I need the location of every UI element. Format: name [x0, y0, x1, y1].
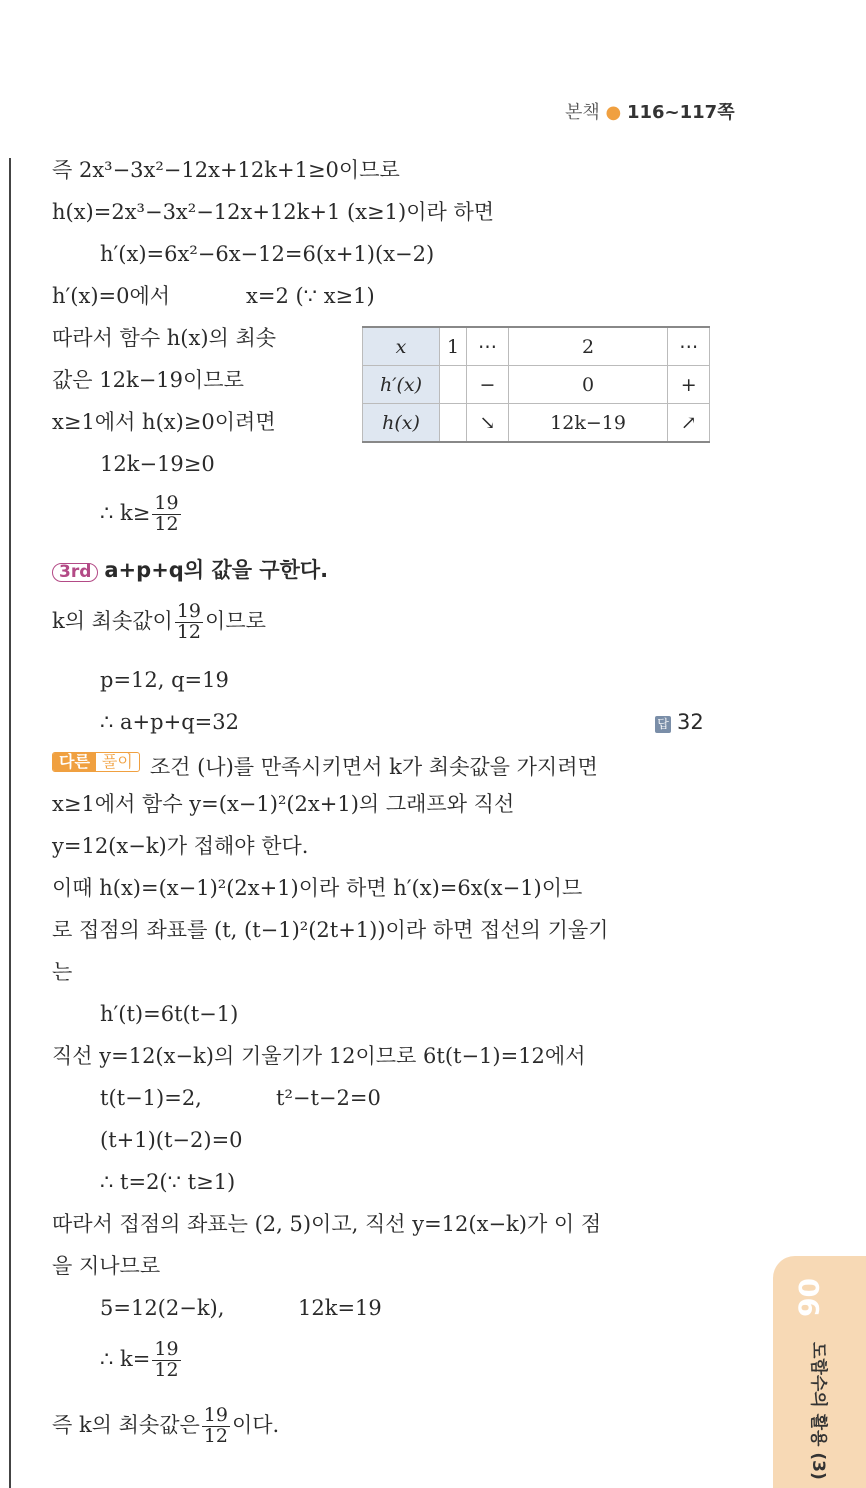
alt-solution-line-8: 직선 y=12(x−k)의 기울기가 12이므로 6t(t−1)=12에서 [52, 1044, 586, 1068]
margin-line [9, 158, 11, 1488]
solution-line-4a: h′(x)=0에서 [52, 284, 171, 308]
table-cell: 12k−19 [508, 404, 668, 443]
solution-line-6: 값은 12k−19이므로 [52, 368, 244, 392]
solution-line-12: ∴ a+p+q=32 [100, 710, 239, 734]
step-text: a+p+q의 값을 구한다. [104, 558, 329, 582]
solution-line-5: 따라서 함수 h(x)의 최솟 [52, 326, 277, 350]
variation-table [362, 326, 710, 443]
table-cell: 2 [508, 327, 668, 366]
alt-solution-line-7: h′(t)=6t(t−1) [100, 1002, 239, 1026]
step-badge: 3rd [52, 563, 98, 582]
alt-solution-line-3: y=12(x−k)가 접해야 한다. [52, 834, 309, 858]
alt-solution-badge [52, 752, 140, 772]
table-cell: ⋯ [668, 327, 710, 366]
table-cell [440, 404, 467, 443]
alt-solution-line-14a: 5=12(2−k), [100, 1296, 225, 1320]
numerator: 19 [203, 1404, 228, 1426]
chapter-tab[interactable] [773, 1256, 866, 1488]
alt-badge-b: 풀이 [101, 752, 133, 771]
table-cell: h′(x) [363, 366, 440, 404]
book-label: 본책 [565, 102, 600, 123]
denominator: 12 [154, 1358, 179, 1381]
text: k의 최솟값이 [52, 608, 173, 633]
answer-icon: 답 [655, 716, 671, 733]
solution-line-1: 즉 2x³−3x²−12x+12k+1≥0이므로 [52, 158, 400, 182]
solution-line-9 [100, 494, 183, 535]
table-cell: ↘ [467, 404, 509, 443]
solution-line-7: x≥1에서 h(x)≥0이려면 [52, 410, 276, 434]
alt-solution-line-16 [52, 1406, 279, 1447]
alt-solution-line-10: (t+1)(t−2)=0 [100, 1128, 243, 1152]
table-cell: ↗ [668, 404, 710, 443]
alt-solution-line-15 [100, 1340, 183, 1381]
table-cell [440, 366, 467, 404]
table-cell: 1 [440, 327, 467, 366]
bullet-dot-icon: ● [605, 102, 622, 123]
alt-solution-line-5: 로 접점의 좌표를 (t, (t−1)²(2t+1))이라 하면 접선의 기울기 [52, 918, 609, 942]
text: 이므로 [205, 608, 266, 633]
solution-line-10 [52, 602, 266, 643]
inequality-prefix: ∴ k≥ [100, 500, 151, 525]
fraction [202, 1406, 230, 1447]
numerator: 19 [176, 600, 202, 622]
alt-solution-line-13: 을 지나므로 [52, 1254, 161, 1278]
step-heading [52, 560, 328, 582]
chapter-title: 도함수의 활용 (3) [808, 1342, 828, 1480]
answer [655, 712, 704, 733]
alt-solution-line-6: 는 [52, 960, 73, 984]
fraction [175, 602, 203, 643]
table-row [363, 404, 710, 443]
solution-line-2: h(x)=2x³−3x²−12x+12k+1 (x≥1)이라 하면 [52, 200, 495, 224]
alt-solution-line-9a: t(t−1)=2, [100, 1086, 202, 1110]
table-cell: − [467, 366, 509, 404]
alt-solution-line-14b: 12k=19 [298, 1296, 382, 1320]
alt-solution-line-4: 이때 h(x)=(x−1)²(2x+1)이라 하면 h′(x)=6x(x−1)이므 [52, 876, 583, 900]
table-cell: x [363, 327, 440, 366]
answer-value: 32 [677, 710, 704, 734]
denominator: 12 [203, 1424, 228, 1447]
text: 즉 k의 최솟값은 [52, 1412, 200, 1437]
table-cell: 0 [508, 366, 668, 404]
solution-line-4b: x=2 (∵ x≥1) [246, 284, 375, 308]
table-cell: + [668, 366, 710, 404]
alt-solution-line-2: x≥1에서 함수 y=(x−1)²(2x+1)의 그래프와 직선 [52, 792, 515, 816]
chapter-number: 06 [792, 1278, 825, 1317]
page-range: 116~117쪽 [626, 102, 735, 123]
text: 조건 (나)를 만족시키면서 k가 최솟값을 가지려면 [149, 755, 598, 779]
table-cell: h(x) [363, 404, 440, 443]
alt-solution-line-12: 따라서 접점의 좌표는 (2, 5)이고, 직선 y=12(x−k)가 이 점 [52, 1212, 602, 1236]
alt-solution-line-11: ∴ t=2(∵ t≥1) [100, 1170, 236, 1194]
solution-line-3: h′(x)=6x²−6x−12=6(x+1)(x−2) [100, 242, 435, 266]
solution-line-11: p=12, q=19 [100, 668, 229, 692]
numerator: 19 [154, 492, 179, 514]
denominator: 12 [176, 620, 202, 643]
table-row [363, 366, 710, 404]
table-row [363, 327, 710, 366]
solution-line-8: 12k−19≥0 [100, 452, 215, 476]
page-reference [565, 98, 735, 124]
text: ∴ k= [100, 1346, 151, 1371]
alt-badge-a: 다른 [53, 753, 96, 771]
alt-solution-line-9b: t²−t−2=0 [276, 1086, 381, 1110]
text: 이다. [231, 1412, 280, 1437]
numerator: 19 [154, 1338, 179, 1360]
fraction [152, 494, 180, 535]
denominator: 12 [154, 512, 179, 535]
fraction [152, 1340, 180, 1381]
table-cell: ⋯ [467, 327, 509, 366]
alt-solution-line-1 [52, 752, 598, 778]
